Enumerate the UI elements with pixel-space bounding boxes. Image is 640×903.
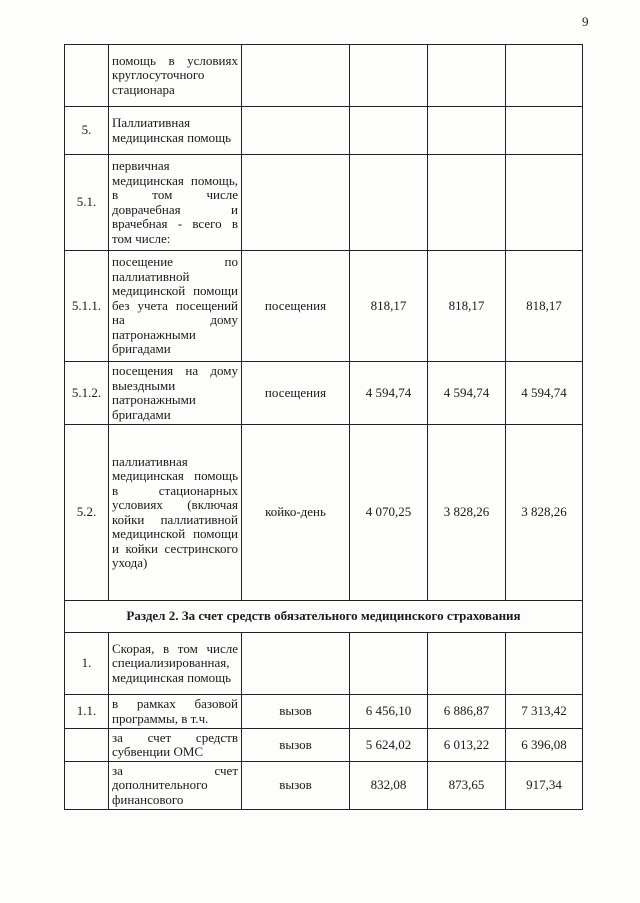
unit-cell: вызов <box>242 729 350 762</box>
section-title: Раздел 2. За счет средств обязательного медицинского страхования <box>65 601 583 633</box>
value-cell <box>350 155 428 251</box>
value-cell: 818,17 <box>428 251 506 362</box>
value-cell: 3 828,26 <box>506 425 583 601</box>
value-cell <box>506 155 583 251</box>
row-number-cell: 5. <box>65 107 109 155</box>
value-cell <box>506 107 583 155</box>
row-number-cell: 5.2. <box>65 425 109 601</box>
row-number-cell <box>65 729 109 762</box>
table-row <box>65 251 583 362</box>
table-row <box>65 633 583 695</box>
table-row <box>65 695 583 729</box>
value-cell <box>506 45 583 107</box>
value-cell: 873,65 <box>428 762 506 810</box>
unit-cell <box>242 633 350 695</box>
value-cell <box>350 633 428 695</box>
row-name-cell: Скорая, в том числе специализированная, медицинская помощь <box>109 633 242 695</box>
table-row <box>65 45 583 107</box>
value-cell <box>350 107 428 155</box>
unit-cell <box>242 155 350 251</box>
table-row <box>65 729 583 762</box>
table-row <box>65 425 583 601</box>
value-cell: 818,17 <box>350 251 428 362</box>
row-name-cell: посещение по паллиативной медицинской помощи без учета посещений на дому патронажными бригадами <box>109 251 242 362</box>
value-cell: 4 070,25 <box>350 425 428 601</box>
value-cell: 7 313,42 <box>506 695 583 729</box>
value-cell <box>506 633 583 695</box>
row-number-cell <box>65 762 109 810</box>
table-row <box>65 107 583 155</box>
value-cell <box>428 45 506 107</box>
table-row <box>65 762 583 810</box>
unit-cell <box>242 45 350 107</box>
value-cell: 917,34 <box>506 762 583 810</box>
unit-cell <box>242 107 350 155</box>
value-cell: 4 594,74 <box>428 362 506 425</box>
value-cell: 832,08 <box>350 762 428 810</box>
value-cell: 6 396,08 <box>506 729 583 762</box>
row-name-cell: паллиативная медицинская помощь в стационарных условиях (включая койки паллиативной медицинской помощи и койки сестринского ухода) <box>109 425 242 601</box>
value-cell <box>428 633 506 695</box>
row-name-cell: за счет дополнительного финансового <box>109 762 242 810</box>
row-number-cell <box>65 45 109 107</box>
row-name-cell: первичная медицинская помощь, в том числе доврачебная и врачебная - всего в том числе: <box>109 155 242 251</box>
row-name-cell: Паллиативная медицинская помощь <box>109 107 242 155</box>
row-number-cell: 1.1. <box>65 695 109 729</box>
unit-cell: посещения <box>242 362 350 425</box>
table-row <box>65 155 583 251</box>
row-number-cell: 5.1.2. <box>65 362 109 425</box>
value-cell: 6 886,87 <box>428 695 506 729</box>
unit-cell: вызов <box>242 695 350 729</box>
page-number: 9 <box>582 14 589 29</box>
value-cell: 6 013,22 <box>428 729 506 762</box>
value-cell: 6 456,10 <box>350 695 428 729</box>
row-number-cell: 1. <box>65 633 109 695</box>
value-cell: 4 594,74 <box>506 362 583 425</box>
unit-cell: посещения <box>242 251 350 362</box>
row-name-cell: помощь в условиях круглосуточного стационара <box>109 45 242 107</box>
row-name-cell: в рамках базовой программы, в т.ч. <box>109 695 242 729</box>
unit-cell: вызов <box>242 762 350 810</box>
row-name-cell: за счет средств субвенции ОМС <box>109 729 242 762</box>
row-number-cell: 5.1. <box>65 155 109 251</box>
value-cell <box>428 107 506 155</box>
row-name-cell: посещения на дому выездными патронажными бригадами <box>109 362 242 425</box>
value-cell: 5 624,02 <box>350 729 428 762</box>
value-cell: 4 594,74 <box>350 362 428 425</box>
value-cell <box>428 155 506 251</box>
section-row <box>65 601 583 633</box>
table-row <box>65 362 583 425</box>
tariff-table <box>64 44 583 810</box>
value-cell <box>350 45 428 107</box>
row-number-cell: 5.1.1. <box>65 251 109 362</box>
value-cell: 818,17 <box>506 251 583 362</box>
value-cell: 3 828,26 <box>428 425 506 601</box>
unit-cell: койко-день <box>242 425 350 601</box>
